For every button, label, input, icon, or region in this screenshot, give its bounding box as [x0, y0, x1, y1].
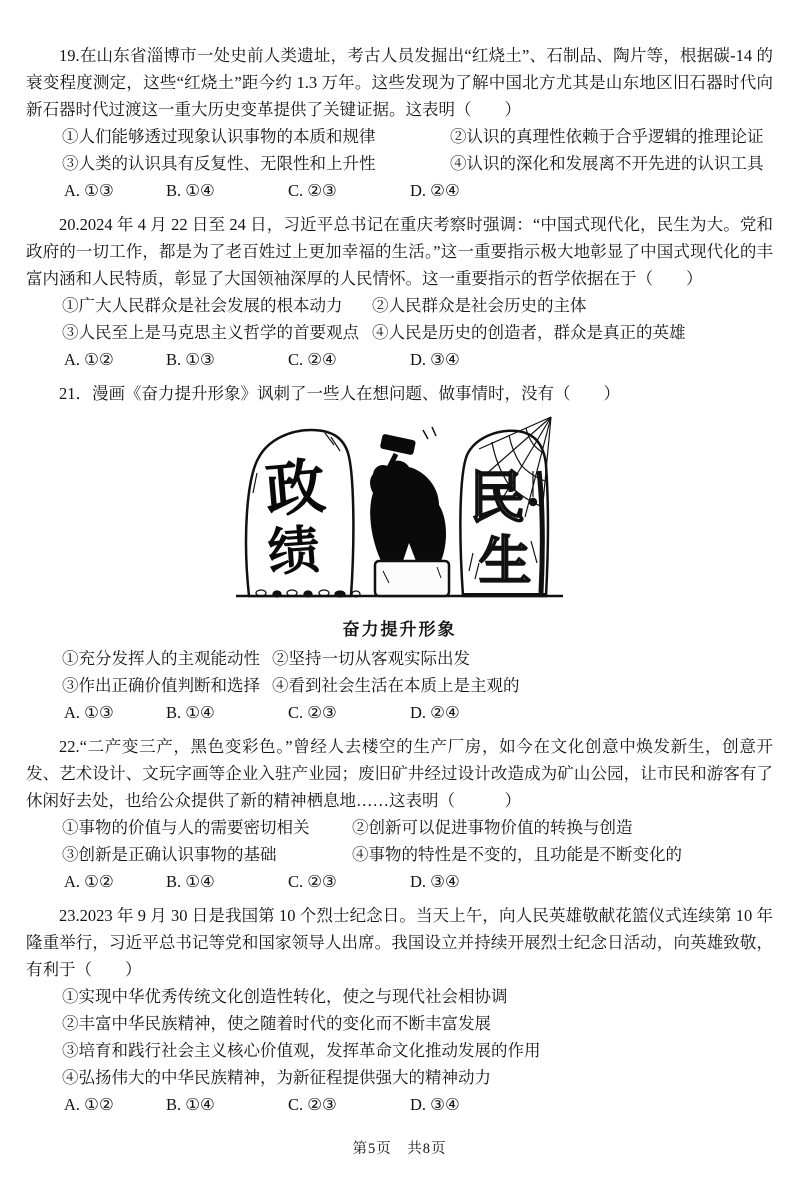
hammer-figure	[370, 427, 446, 561]
option-item: ①实现中华优秀传统文化创造性转化，使之与现代社会相协调	[62, 987, 508, 1006]
option-item: ④事物的特性是不变的，且功能是不断变化的	[352, 845, 682, 864]
choice-b: B. ①④	[166, 872, 215, 891]
stepping-block	[375, 561, 449, 596]
choice-b: B. ①④	[166, 181, 215, 200]
choice-b: B. ①③	[166, 350, 215, 369]
option-item: ②认识的真理性依赖于合乎逻辑的推理论证	[450, 127, 764, 146]
choice-a: A. ①②	[64, 350, 114, 369]
option-row	[62, 1010, 773, 1037]
option-item: ②创新可以促进事物价值的转换与创造	[352, 818, 633, 837]
question-stem: 23.2023 年 9 月 30 日是我国第 10 个烈士纪念日。当天上午，向人民英雄敬献花篮仪式连续第 10 年隆重举行，习近平总书记等党和国家领导人出席。我国设立并持续开展烈士纪念日活动，向英雄致敬，有利于（ ）	[26, 906, 773, 979]
question-22	[26, 733, 773, 895]
choice-b: B. ①④	[166, 1095, 215, 1114]
choice-d: D. ②④	[410, 181, 460, 200]
option-row	[62, 645, 773, 672]
cartoon-caption: 奋力提升形象	[342, 620, 457, 639]
choice-a: A. ①③	[64, 181, 114, 200]
left-stone-text-bottom: 绩	[265, 522, 322, 583]
question-20	[26, 211, 773, 373]
option-list	[26, 814, 773, 868]
question-stem: 21．漫画《奋力提升形象》讽刺了一些人在想问题、做事情时，没有（ ）	[59, 384, 620, 403]
choice-d: D. ③④	[410, 350, 460, 369]
option-list	[26, 123, 773, 177]
option-item: ①事物的价值与人的需要密切相关	[62, 818, 310, 837]
option-row	[62, 983, 773, 1010]
option-list	[26, 292, 773, 346]
question-stem: 22.“二产变三产，黑色变彩色。”曾经人去楼空的生产厂房，如今在文化创意中焕发新生，创意开发、艺术设计、文玩字画等企业入驻产业园；废旧矿井经过设计改造成为矿山公园，让市民和游客有了休闲好去处，也给公众提供了新的精神栖息地……这表明（ ）	[26, 737, 773, 810]
right-stone	[460, 431, 548, 597]
choice-row	[26, 1091, 773, 1118]
option-list	[26, 645, 773, 699]
option-item: ②坚持一切从客观实际出发	[272, 649, 470, 668]
choice-c: C. ②④	[288, 350, 337, 369]
choice-row	[26, 699, 773, 726]
impact-marks	[423, 427, 436, 439]
option-item: ③人类的认识具有反复性、无限性和上升性	[62, 154, 376, 173]
mallet-icon	[379, 434, 415, 456]
option-item: ②丰富中华民族精神，使之随着时代的变化而不断丰富发展	[62, 1014, 491, 1033]
choice-d: D. ②④	[410, 703, 460, 722]
option-row	[62, 1037, 773, 1064]
choice-d: D. ③④	[410, 872, 460, 891]
option-item: ③培育和践行社会主义核心价值观，发挥革命文化推动发展的作用	[62, 1041, 541, 1060]
choice-row	[26, 868, 773, 895]
choice-b: B. ①④	[166, 703, 215, 722]
cartoon-image	[233, 413, 567, 613]
option-item: ①广大人民群众是社会发展的根本动力	[62, 296, 343, 315]
right-stone-text-bottom: 生	[478, 534, 531, 591]
option-row	[62, 319, 773, 346]
right-stone-text-top: 民	[468, 468, 525, 530]
choice-a: A. ①②	[64, 1095, 114, 1114]
choice-c: C. ②③	[288, 872, 337, 891]
option-row	[62, 123, 773, 150]
option-row	[62, 292, 773, 319]
question-stem: 19.在山东省淄博市一处史前人类遗址，考古人员发掘出“红烧土”、石制品、陶片等，根据碳-14 的衰变程度测定，这些“红烧土”距今约 1.3 万年。这些发现为了解中国北方尤其是山东地区旧石器时代向新石器时代过渡这一重大历史变革提供了关键证据。这表明（ ）	[26, 46, 773, 119]
choice-c: C. ②③	[288, 703, 337, 722]
page-footer: 第5页 共8页	[352, 1141, 447, 1157]
question-19	[26, 42, 773, 204]
option-item: ④弘扬伟大的中华民族精神，为新征程提供强大的精神动力	[62, 1068, 491, 1087]
option-list	[26, 983, 773, 1091]
question-23	[26, 902, 773, 1118]
option-row	[62, 672, 773, 699]
spider-icon	[529, 498, 536, 505]
option-item: ④看到社会生活在本质上是主观的	[272, 676, 520, 695]
choice-row	[26, 177, 773, 204]
choice-a: A. ①③	[64, 703, 114, 722]
choice-a: A. ①②	[64, 872, 114, 891]
choice-c: C. ②③	[288, 181, 337, 200]
left-stone	[246, 430, 353, 596]
option-item: ④认识的深化和发展离不开先进的认识工具	[450, 154, 764, 173]
option-row	[62, 150, 773, 177]
option-item: ③作出正确价值判断和选择	[62, 676, 260, 695]
choice-row	[26, 346, 773, 373]
option-row	[62, 841, 773, 868]
option-item: ①人们能够透过现象认识事物的本质和规律	[62, 127, 376, 146]
question-21	[26, 380, 773, 726]
choice-d: D. ③④	[410, 1095, 460, 1114]
option-row	[62, 1064, 773, 1091]
option-item: ②人民群众是社会历史的主体	[372, 296, 587, 315]
option-item: ③人民至上是马克思主义哲学的首要观点	[62, 323, 359, 342]
question-stem: 20.2024 年 4 月 22 日至 24 日，习近平总书记在重庆考察时强调：“中国式现代化，民生为大。党和政府的一切工作，都是为了老百姓过上更加幸福的生活。”这一重要指示极大地彰显了中国式现代化的丰富内涵和人民特质，彰显了大国领袖深厚的人民情怀。这一重要指示的哲学依据在于（ ）	[26, 215, 773, 288]
option-row	[62, 814, 773, 841]
left-stone-text-top: 政	[261, 453, 328, 525]
option-item: ①充分发挥人的主观能动性	[62, 649, 260, 668]
cartoon-figure	[233, 413, 567, 641]
option-item: ④人民是历史的创造者，群众是真正的英雄	[372, 323, 686, 342]
choice-c: C. ②③	[288, 1095, 337, 1114]
option-item: ③创新是正确认识事物的基础	[62, 845, 277, 864]
